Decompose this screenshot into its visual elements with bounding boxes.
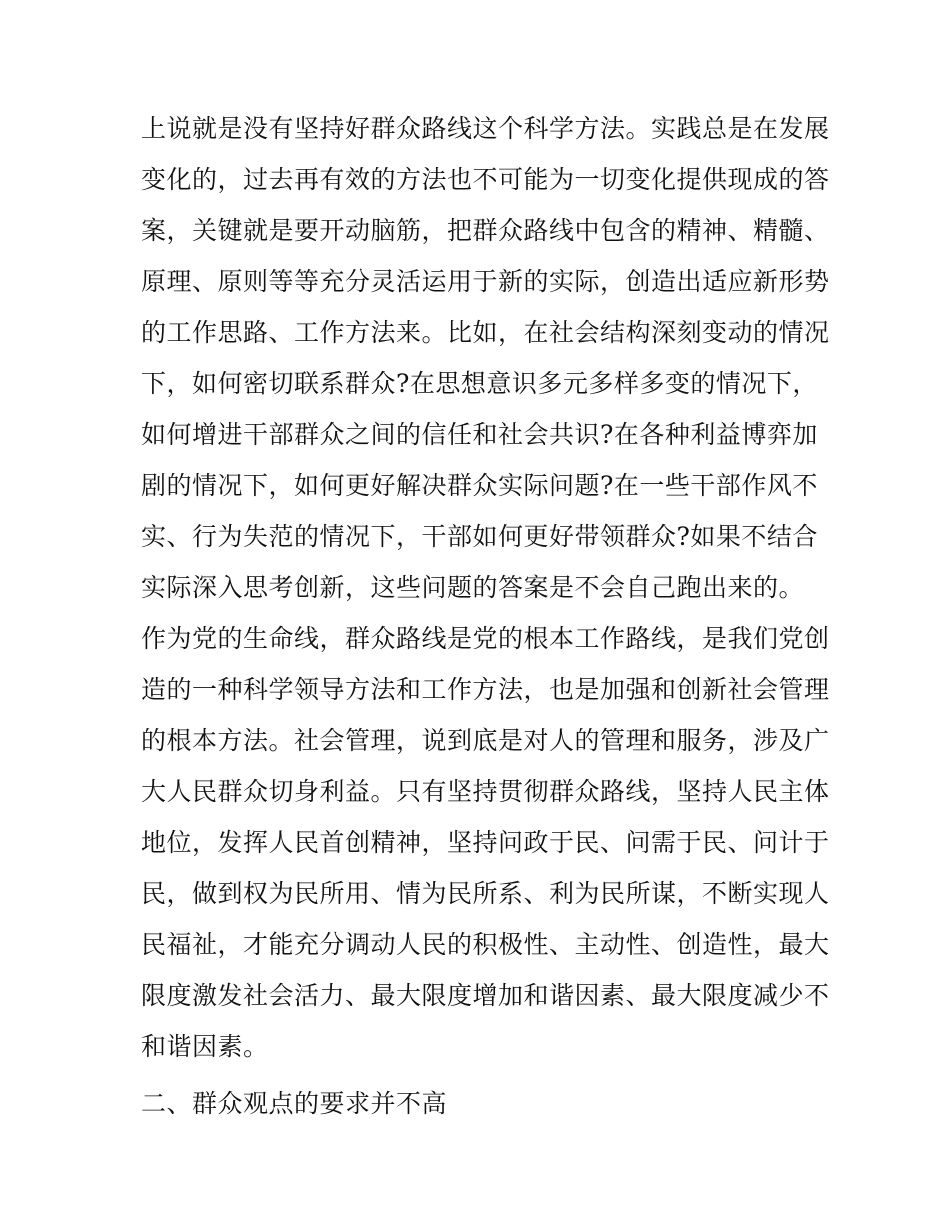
text-line: 变化的，过去再有效的方法也不可能为一切变化提供现成的答 — [141, 165, 830, 194]
text-line: 作为党的生命线，群众路线是党的根本工作路线，是我们党创 — [141, 624, 830, 653]
text-line: 如何增进干部群众之间的信任和社会共识?在各种利益博弈加 — [141, 420, 818, 449]
text-line: 剧的情况下，如何更好解决群众实际问题?在一些干部作风不 — [141, 471, 818, 500]
text-line: 案，关键就是要开动脑筋，把群众路线中包含的精神、精髓、 — [141, 216, 830, 245]
text-line: 的根本方法。社会管理，说到底是对人的管理和服务，涉及广 — [141, 726, 830, 755]
text-line: 上说就是没有坚持好群众路线这个科学方法。实践总是在发展 — [141, 114, 830, 143]
text-line: 大人民群众切身利益。只有坚持贯彻群众路线，坚持人民主体 — [141, 777, 830, 806]
text-line: 实、行为失范的情况下，干部如何更好带领群众?如果不结合 — [141, 522, 818, 551]
text-line: 民，做到权为民所用、情为民所系、利为民所谋，不断实现人 — [141, 879, 830, 908]
text-line: 下，如何密切联系群众?在思想意识多元多样多变的情况下， — [141, 369, 818, 398]
text-line: 造的一种科学领导方法和工作方法，也是加强和创新社会管理 — [141, 675, 830, 704]
text-line: 民福祉，才能充分调动人民的积极性、主动性、创造性，最大 — [141, 930, 830, 959]
text-line: 原理、原则等等充分灵活运用于新的实际，创造出适应新形势 — [141, 267, 830, 296]
text-line: 的工作思路、工作方法来。比如，在社会结构深刻变动的情况 — [141, 318, 830, 347]
paragraph-1 — [141, 103, 830, 613]
text-line: 实际深入思考创新，这些问题的答案是不会自己跑出来的。 — [141, 573, 805, 602]
section-heading: 二、群众观点的要求并不高 — [141, 1089, 448, 1118]
text-line: 限度激发社会活力、最大限度增加和谐因素、最大限度减少不 — [141, 981, 830, 1010]
text-line: 地位，发挥人民首创精神，坚持问政于民、问需于民、问计于 — [141, 828, 830, 857]
text-line: 和谐因素。 — [141, 1032, 269, 1061]
paragraph-2 — [141, 613, 830, 1072]
document-body — [141, 103, 830, 1129]
